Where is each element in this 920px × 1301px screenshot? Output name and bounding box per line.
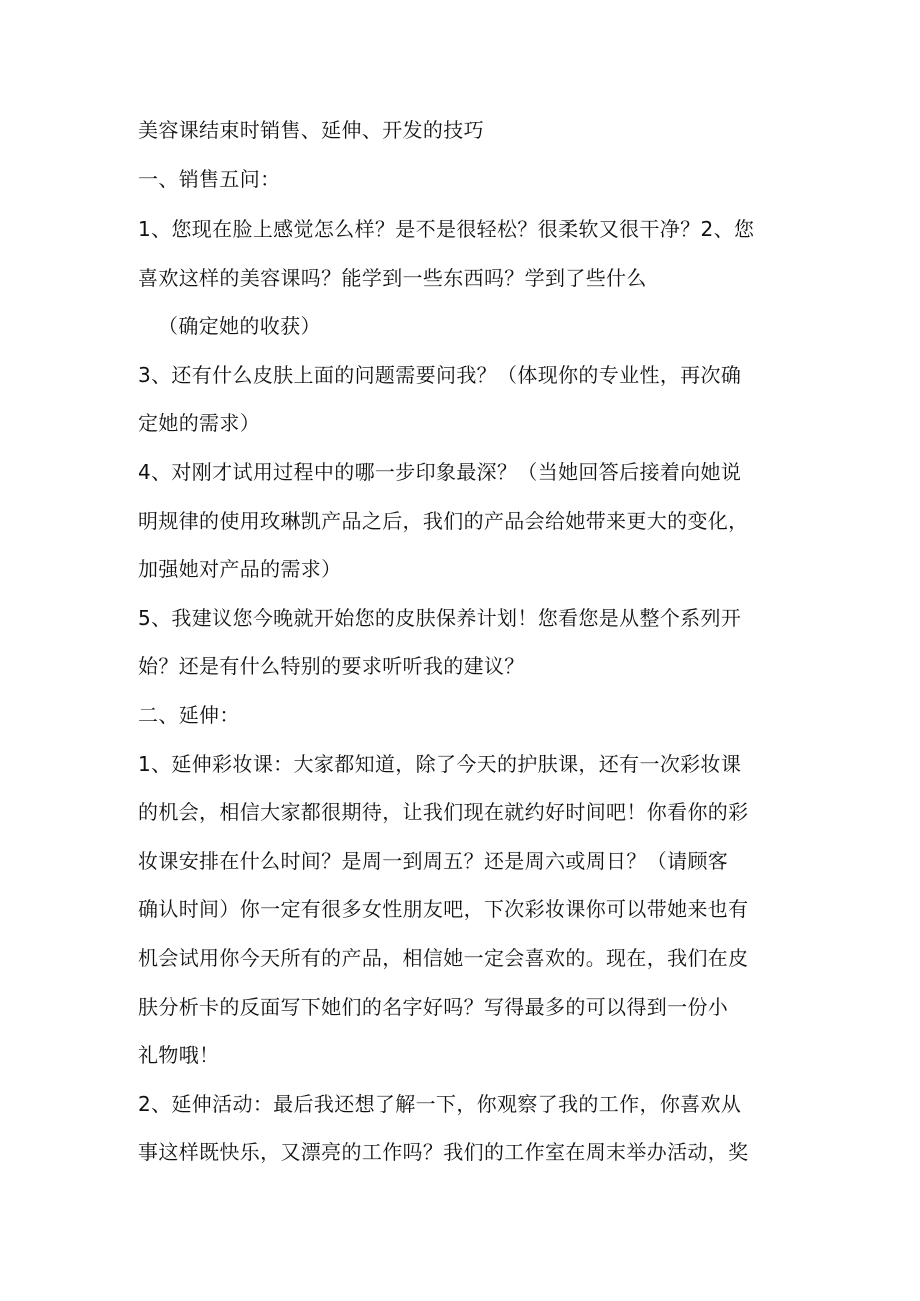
paragraph-line: 始？还是有什么特别的要求听听我的建议？ — [138, 654, 525, 678]
paragraph-line: 确认时间）你一定有很多女性朋友吧，下次彩妆课你可以带她来也有 — [138, 897, 749, 921]
paragraph-line: （确定她的收获） — [158, 314, 321, 338]
paragraph-line: 喜欢这样的美容课吗？能学到一些东西吗？学到了些什么 — [138, 266, 647, 290]
paragraph-line: 加强她对产品的需求） — [138, 557, 342, 581]
paragraph-line: 肤分析卡的反面写下她们的名字好吗？写得最多的可以得到一份小 — [138, 995, 729, 1019]
paragraph-line: 1、您现在脸上感觉怎么样？是不是很轻松？很柔软又很干净？2、您 — [138, 217, 755, 241]
section-heading-sales: 一、销售五问： — [138, 167, 281, 191]
paragraph-line: 5、我建议您今晚就开始您的皮肤保养计划！您看您是从整个系列开 — [138, 606, 742, 630]
paragraph-line: 事这样既快乐，又漂亮的工作吗？我们的工作室在周末举办活动，奖 — [138, 1140, 749, 1164]
paragraph-line: 礼物哦！ — [138, 1043, 220, 1067]
section-heading-extension: 二、延伸： — [138, 703, 240, 727]
paragraph-line: 1、延伸彩妆课：大家都知道，除了今天的护肤课，还有一次彩妆课 — [138, 752, 742, 776]
paragraph-line: 定她的需求） — [138, 411, 261, 435]
document-title: 美容课结束时销售、延伸、开发的技巧 — [138, 118, 484, 142]
paragraph-line: 机会试用你今天所有的产品，相信她一定会喜欢的。现在，我们在皮 — [138, 946, 749, 970]
paragraph-line: 明规律的使用玫琳凯产品之后，我们的产品会给她带来更大的变化， — [138, 509, 749, 533]
paragraph-line: 的机会，相信大家都很期待，让我们现在就约好时间吧！你看你的彩 — [138, 800, 749, 824]
paragraph-line: 3、还有什么皮肤上面的问题需要问我？（体现你的专业性，再次确 — [138, 363, 742, 387]
paragraph-line: 妆课安排在什么时间？是周一到周五？还是周六或周日？（请顾客 — [138, 849, 729, 873]
paragraph-line: 2、延伸活动：最后我还想了解一下，你观察了我的工作，你喜欢从 — [138, 1092, 742, 1116]
paragraph-line: 4、对刚才试用过程中的哪一步印象最深？（当她回答后接着向她说 — [138, 460, 742, 484]
